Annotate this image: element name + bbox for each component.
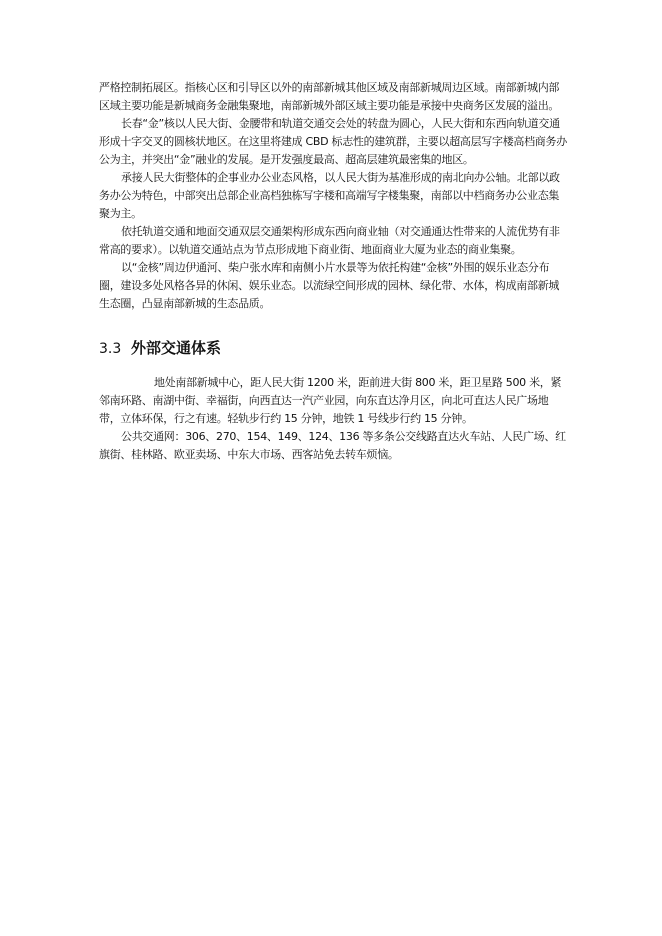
section-number: 3.3 [99, 341, 122, 357]
section-heading [99, 337, 569, 360]
body-paragraph: 长春“金”核以人民大街、金腰带和轨道交通交会处的转盘为圆心，人民大街和东西向轨道交通形成十字交叉的圆核状地区。在这里将建成 CBD 标志性的建筑群，主要以超高层写字楼高档商务办公为主，并突出“金”融业的发展。是开发强度最高、超高层建筑最密集的地区。 [99, 117, 567, 166]
body-paragraph: 地处南部新城中心，距人民大街 1200 米，距前进大街 800 米，距卫星路 500 米，紧邻南环路、南湖中街、幸福街，向西直达一汽产业园，向东直达净月区，向北可直达人民广场地带，立体环保，行之有速。轻轨步行约 15 分钟，地铁 1 号线步行约 15 分钟。 [99, 376, 562, 425]
document-content [99, 79, 569, 464]
section-title: 外部交通体系 [131, 339, 222, 357]
body-paragraph: 承接人民大街整体的企事业办公业态风格，以人民大街为基准形成的南北向办公轴。北部以政务办公为特色，中部突出总部企业高档独栋写字楼和高端写字楼集聚，南部以中档商务办公业态集聚为主。 [99, 171, 560, 220]
section-body [99, 374, 569, 464]
body-paragraph: 公共交通网：306、270、154、149、124、136 等多条公交线路直达火车站、人民广场、红旗街、桂林路、欧亚卖场、中东大市场、西客站免去转车烦恼。 [99, 430, 566, 461]
body-paragraph: 依托轨道交通和地面交通双层交通架构形成东西向商业轴（对交通通达性带来的人流优势有非常高的要求）。以轨道交通站点为节点形成地下商业街、地面商业大厦为业态的商业集聚。 [99, 225, 560, 256]
body-paragraph: 严格控制拓展区。指核心区和引导区以外的南部新城其他区域及南部新城周边区域。南部新城内部区域主要功能是新城商务金融集聚地，南部新城外部区域主要功能是承接中央商务区发展的溢出。 [99, 81, 560, 112]
body-paragraph: 以“金核”周边伊通河、柴户张水库和南侧小片水景等为依托构建“金核”外围的娱乐业态分布圈，建设多处风格各异的休闲、娱乐业态。以流绿空间形成的园林、绿化带、水体，构成南部新城生态圈，凸显南部新城的生态品质。 [99, 261, 560, 310]
